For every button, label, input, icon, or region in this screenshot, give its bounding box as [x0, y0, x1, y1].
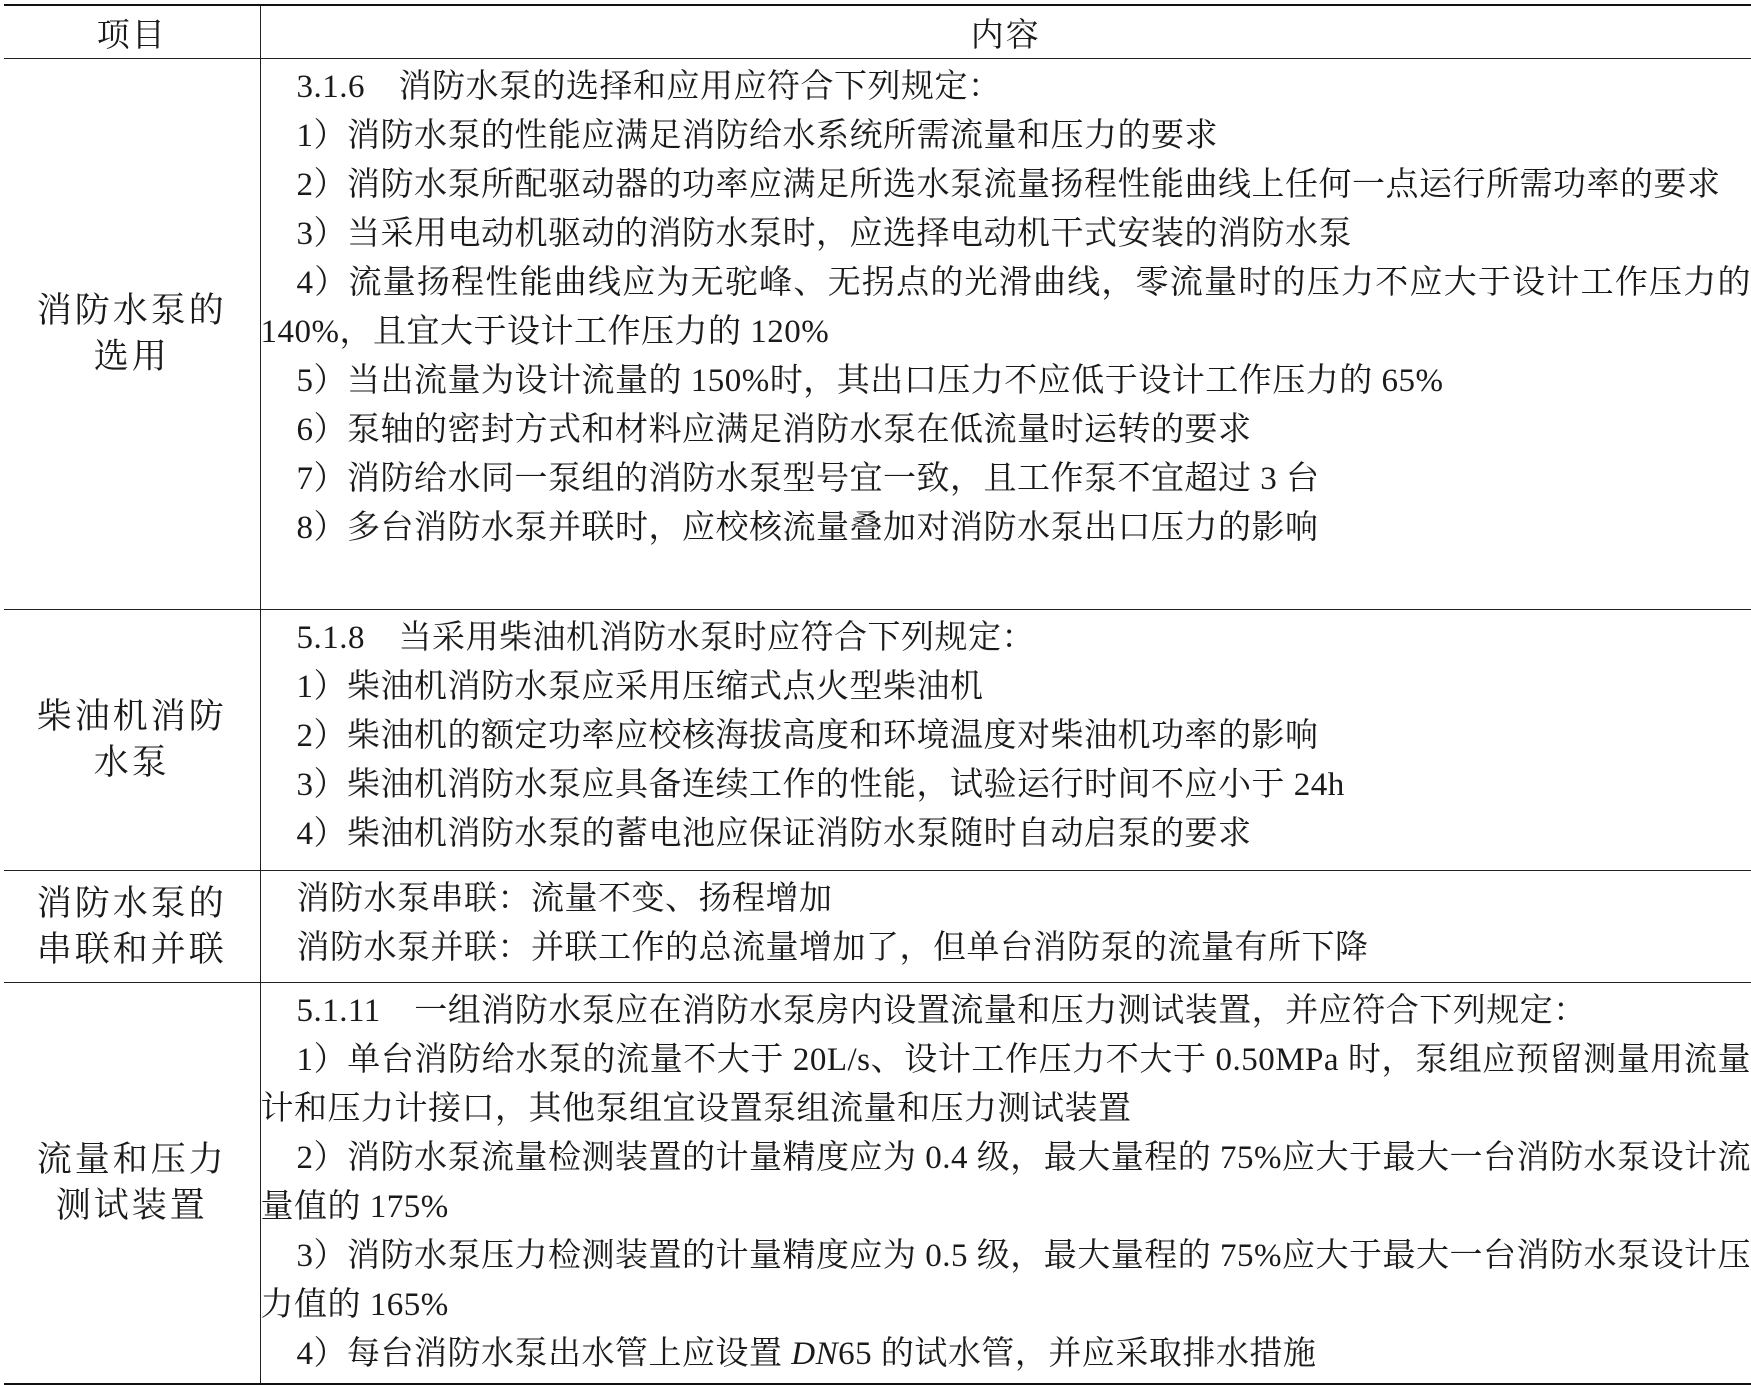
row-content-cell: [260, 610, 1751, 871]
row-content-cell: [260, 871, 1751, 983]
content-line: 8）多台消防水泵并联时，应校核流量叠加对消防水泵出口压力的影响: [261, 504, 1751, 553]
row-item-label: 消防水泵的串联和并联: [32, 881, 232, 973]
content-line: 3）当采用电动机驱动的消防水泵时，应选择电动机干式安装的消防水泵: [261, 210, 1751, 259]
content-line: 4）流量扬程性能曲线应为无驼峰、无拐点的光滑曲线，零流量时的压力不应大于设计工作压力的 140%，且宜大于设计工作压力的 120%: [261, 259, 1751, 357]
content-line: 6）泵轴的密封方式和材料应满足消防水泵在低流量时运转的要求: [261, 406, 1751, 455]
row-content-cell: [260, 59, 1751, 610]
dn-italic-text: DN: [791, 1336, 838, 1372]
row-content-cell: [260, 983, 1751, 1385]
table-row: [4, 610, 1751, 871]
content-line: 2）消防水泵所配驱动器的功率应满足所选水泵流量扬程性能曲线上任何一点运行所需功率的要求: [261, 161, 1751, 210]
content-text: 4）每台消防水泵出水管上应设置: [297, 1336, 792, 1372]
content-line: 消防水泵并联：并联工作的总流量增加了，但单台消防泵的流量有所下降: [261, 924, 1751, 973]
table-row: [4, 59, 1751, 610]
row-item-label: 消防水泵的选用: [32, 288, 232, 380]
spec-table: [4, 4, 1751, 1385]
row-item-cell: [4, 610, 260, 871]
content-line: 3）柴油机消防水泵应具备连续工作的性能，试验运行时间不应小于 24h: [261, 761, 1751, 810]
row-item-cell: [4, 59, 260, 610]
content-line: 7）消防给水同一泵组的消防水泵型号宜一致，且工作泵不宜超过 3 台: [261, 455, 1751, 504]
content-line: 消防水泵串联：流量不变、扬程增加: [261, 875, 1751, 924]
content-line: 1）柴油机消防水泵应采用压缩式点火型柴油机: [261, 663, 1751, 712]
table-row: [4, 871, 1751, 983]
header-item: 项目: [4, 5, 260, 59]
row-item-label: 流量和压力测试装置: [32, 1137, 232, 1229]
row-item-cell: [4, 983, 260, 1385]
content-line: 1）消防水泵的性能应满足消防给水系统所需流量和压力的要求: [261, 112, 1751, 161]
content-line: 3.1.6 消防水泵的选择和应用应符合下列规定：: [261, 63, 1751, 112]
header-content: 内容: [260, 5, 1751, 59]
header-row: [4, 5, 1751, 59]
content-line: 5.1.11 一组消防水泵应在消防水泵房内设置流量和压力测试装置，并应符合下列规定：: [261, 987, 1751, 1036]
row-item-label: 柴油机消防水泵: [32, 694, 232, 786]
content-line: 2）柴油机的额定功率应校核海拔高度和环境温度对柴油机功率的影响: [261, 712, 1751, 761]
table-row: [4, 983, 1751, 1385]
content-line: 4）柴油机消防水泵的蓄电池应保证消防水泵随时自动启泵的要求: [261, 810, 1751, 859]
content-line: 5）当出流量为设计流量的 150%时，其出口压力不应低于设计工作压力的 65%: [261, 357, 1751, 406]
content-line-last: [261, 1330, 1751, 1379]
content-line: 1）单台消防给水泵的流量不大于 20L/s、设计工作压力不大于 0.50MPa 时，泵组应预留测量用流量计和压力计接口，其他泵组宜设置泵组流量和压力测试装置: [261, 1036, 1751, 1134]
content-line: 3）消防水泵压力检测装置的计量精度应为 0.5 级，最大量程的 75%应大于最大一台消防水泵设计压力值的 165%: [261, 1232, 1751, 1330]
content-line: 2）消防水泵流量检测装置的计量精度应为 0.4 级，最大量程的 75%应大于最大一台消防水泵设计流量值的 175%: [261, 1134, 1751, 1232]
row-item-cell: [4, 871, 260, 983]
content-text: 65 的试水管，并应采取排水措施: [838, 1336, 1316, 1372]
content-line: 5.1.8 当采用柴油机消防水泵时应符合下列规定：: [261, 614, 1751, 663]
